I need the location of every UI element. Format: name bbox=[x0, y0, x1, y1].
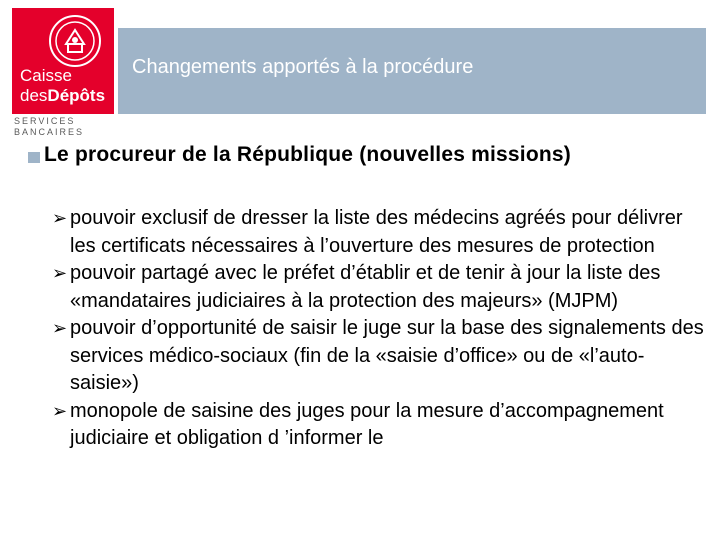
logo-line-2-a: des bbox=[20, 86, 48, 105]
logo-subtitle-line-1: SERVICES bbox=[14, 116, 76, 126]
seal-icon bbox=[48, 14, 102, 68]
list-item-text: pouvoir partagé avec le préfet d’établir et de tenir à jour la liste des «mandataires judiciaires à la protection des majeurs» (MJPM) bbox=[70, 262, 661, 312]
list-item-text: monopole de saisine des juges pour la mesure d’accompagnement judiciaire et obligation d ’informer le bbox=[70, 399, 664, 449]
arrow-bullet-icon: ➢ bbox=[52, 400, 68, 421]
logo-line-2 bbox=[20, 86, 105, 106]
list-item-text: pouvoir d’opportunité de saisir le juge sur la base des signalements des services médico-sociaux (fin de la «saisie d’office» ou de «l’auto-saisie») bbox=[70, 317, 704, 394]
logo-subtitle-line-2: BANCAIRES bbox=[14, 127, 85, 137]
logo-subtitle bbox=[14, 116, 104, 138]
list-item-text: pouvoir exclusif de dresser la liste des médecins agréés pour délivrer les certificats nécessaires à l’ouverture des mesures de protection bbox=[70, 207, 683, 257]
title-bar bbox=[118, 28, 706, 114]
logo-line-1: Caisse bbox=[20, 66, 72, 85]
arrow-bullet-icon: ➢ bbox=[52, 263, 68, 283]
square-bullet-icon bbox=[28, 152, 40, 163]
list-item bbox=[52, 315, 712, 398]
section-heading: Le procureur de la République (nouvelles missions) bbox=[44, 143, 571, 166]
logo-line-2-b: Dépôts bbox=[47, 86, 106, 105]
bullet-list bbox=[52, 205, 712, 453]
arrow-bullet-icon: ➢ bbox=[52, 318, 68, 338]
caisse-des-depots-logo bbox=[12, 8, 114, 114]
list-item bbox=[52, 260, 712, 315]
page-title: Changements apportés à la procédure bbox=[132, 56, 474, 78]
list-item bbox=[52, 205, 712, 260]
arrow-bullet-icon: ➢ bbox=[52, 208, 68, 228]
list-item bbox=[52, 398, 712, 453]
